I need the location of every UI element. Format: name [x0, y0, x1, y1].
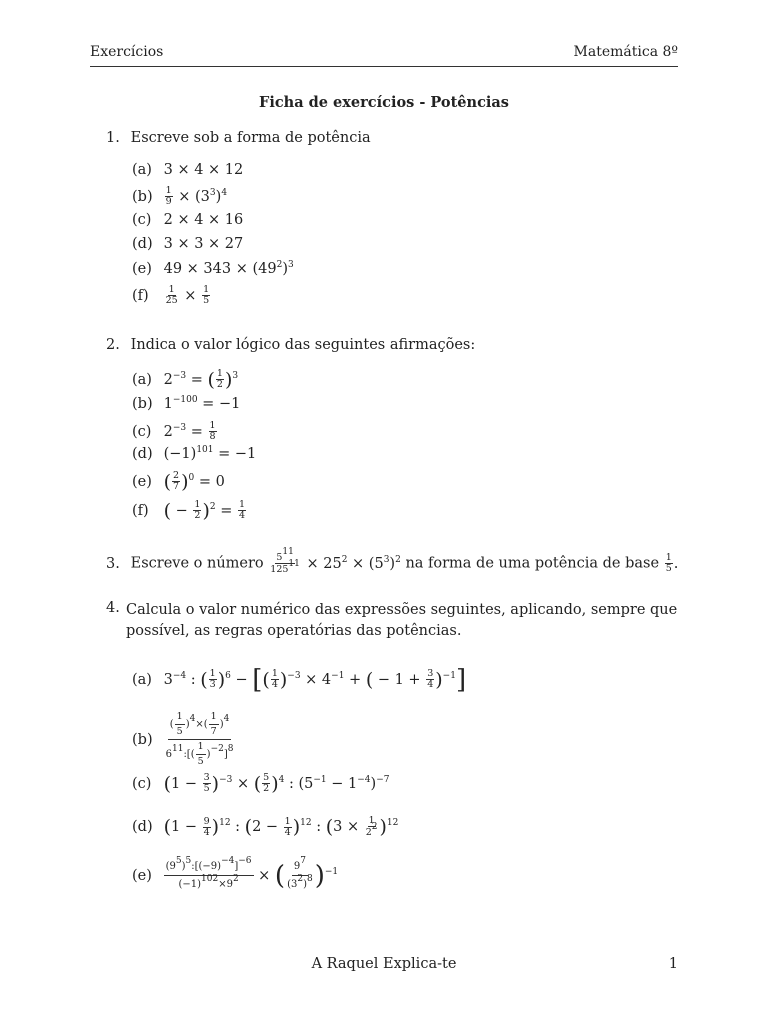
header-left: Exercícios [90, 44, 164, 60]
expression: ( $\frac{2}{7}$ )$^0$ = 0 [163, 470, 225, 493]
q1-item-b [132, 186, 227, 207]
item-label: (d) [132, 236, 153, 252]
expression: $3^{-4}$ : ( $\frac{1}{3}$ )$^6$ − [( $\frac{1}{4}$ )$^{-3} \times 4^{-1}$ + ( − 1 + $\frac{3}{4}$ )$^{-1}$] [163, 664, 467, 695]
question-number: 2. [106, 337, 120, 353]
expression: 2 × 4 × 16 [163, 212, 244, 228]
expression: ( $\frac{1}{5}$ )$^4$×( $\frac{1}{7}$ )$^4$ $6^{11}$:[( $\frac{1}{5}$ )$^{-2}$]$^8$ [165, 711, 234, 767]
page-number: 1 [668, 956, 678, 972]
q1-item-d [132, 236, 243, 252]
item-label: (a) [132, 671, 152, 688]
item-label: (c) [132, 212, 152, 228]
item-label: (a) [132, 162, 152, 178]
footer-author: A Raquel Explica-te [311, 956, 457, 972]
item-label: (b) [132, 396, 153, 412]
question-number: 1. [106, 130, 120, 146]
expression: $(-1)^{101} = -1$ [163, 445, 257, 462]
page-title: Ficha de exercícios - Potências [259, 94, 509, 111]
q4-item-e [132, 856, 339, 891]
q2-item-b [132, 396, 240, 412]
question-1 [106, 130, 371, 146]
question-3 [106, 547, 679, 575]
q1-item-c [132, 212, 243, 228]
expression: $1^{-100} = -1$ [163, 395, 241, 412]
item-label: (c) [132, 423, 152, 440]
question-2 [106, 337, 475, 353]
question-text-after: na forma de uma potência de base [405, 555, 660, 572]
q1-item-f [132, 285, 211, 306]
q2-item-c [132, 421, 218, 442]
item-label: (e) [132, 261, 152, 277]
question-text: Indica o valor lógico das seguintes afirmações: [130, 337, 476, 353]
expression: (1 − $\frac{9}{4}$ )$^{12}$ : (2 − $\frac{1}{4}$ )$^{12}$ : (3 × $\frac{1}{2^2}$ )$^{12}$ [163, 815, 399, 838]
q1-item-a [132, 162, 243, 178]
page-header [90, 44, 678, 67]
q2-item-d [132, 446, 256, 462]
item-label: (d) [132, 446, 153, 462]
expression: $2^{-3}$ = ( $\frac{1}{2}$ )$^3$ [163, 368, 239, 391]
expression: $49 \times 343 \times (49^2)^3$ [163, 260, 294, 277]
q4-item-d [132, 816, 398, 838]
item-label: (f) [132, 502, 149, 519]
expression: $\frac{1}{9}$ × $(3^3)^4$ [165, 185, 228, 207]
item-label: (d) [132, 819, 153, 835]
item-label: (e) [132, 867, 152, 884]
base-fraction: $\frac{1}{5}$ . [665, 552, 679, 574]
question-number: 3. [106, 555, 120, 572]
question-text: Escreve sob a forma de potência [130, 130, 371, 146]
item-label: (a) [132, 371, 152, 388]
question-text-before: Escreve o número [130, 555, 264, 572]
q2-item-f [132, 500, 247, 521]
q4-item-b [132, 712, 235, 767]
expression: 3 × 4 × 12 [163, 162, 244, 178]
expression: $\frac{1}{25}$ × $\frac{1}{5}$ [165, 284, 210, 306]
q2-item-a [132, 369, 238, 390]
q1-item-e [132, 261, 294, 277]
item-label: (b) [132, 188, 153, 205]
q2-item-e [132, 471, 225, 492]
expression: (1 − $\frac{3}{5}$ )$^{-3}$ × ( $\frac{5}{2}$ )$^4$ : $(5^{-1} - 1^{-4})^{-7}$ [163, 772, 390, 795]
expression: ( − $\frac{1}{2}$ )$^2$ = $\frac{1}{4}$ [163, 499, 246, 522]
item-label: (e) [132, 473, 152, 490]
expression: $2^{-3}$ = $\frac{1}{8}$ [163, 420, 216, 442]
question-number: 4. [106, 600, 120, 616]
q4-item-a [132, 664, 467, 695]
item-label: (f) [132, 287, 149, 304]
question-4-number [106, 600, 126, 616]
question-4-text: Calcula o valor numérico das expressões seguintes, aplicando, sempre que possível, as regras operatórias das potências. [126, 602, 678, 639]
q4-item-c [132, 773, 389, 794]
item-label: (b) [132, 731, 153, 748]
header-right: Matemática 8º [573, 44, 678, 60]
item-label: (c) [132, 775, 152, 792]
expression: $\frac{(9^5)^5:[(-9)^{-4}]^{-6}}{(-1)^{102}\times 9^2}$ × ( $\frac{9^7}{(3^2)^8}$ )$^{-1}$ [165, 856, 339, 891]
expression: $\frac{5^{11}}{125^{11}}$ × $25^2 \times (5^3)^2$ [270, 547, 401, 575]
expression: 3 × 3 × 27 [163, 236, 244, 252]
